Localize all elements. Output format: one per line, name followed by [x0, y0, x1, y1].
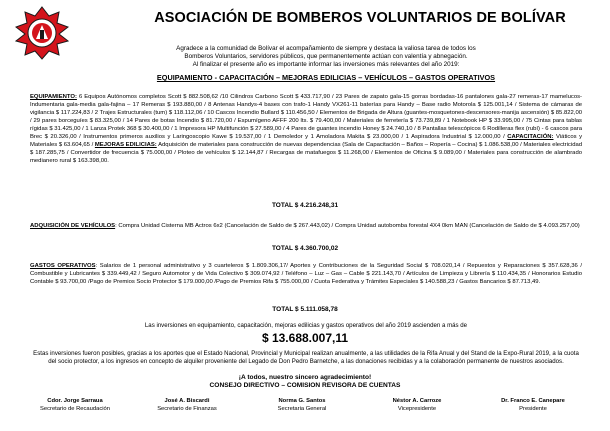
closing-paragraph: Estas inversiones fueron posibles, gracias a los aportes que el Estado Nacional, Provincial y Municipal realizan anualmente, a las utilidades de la Rifa Anual y del Stand de la Expo-Rural 2019, a la cuota del socio protector, a los ingresos en concepto de alquiler proveniente del Legado de Don Pedro Barnetche, a las donaciones recibidas y a la colaboración permanente de nuestros asociados. — [33, 350, 579, 365]
gastos-total: TOTAL $ 5.111.058,78 — [272, 306, 338, 313]
signature-block — [247, 398, 357, 413]
firefighters-emblem-logo — [15, 6, 69, 60]
signature-name: José A. Biscardi — [164, 398, 210, 404]
intro-paragraph — [76, 45, 576, 69]
capacitacion-text: Viáticos y Materiales $ 63.604,65 / — [30, 134, 583, 148]
signature-name: Cdor. Jorge Sarraua — [47, 398, 103, 404]
signature-role: Vicepresidente — [397, 405, 437, 412]
grand-total-amount: $ 13.688.007,11 — [261, 331, 349, 345]
equipamiento-total: TOTAL $ 4.216.248,31 — [271, 202, 339, 209]
signature-name: Norma G. Santos — [278, 398, 326, 404]
gastos-paragraph — [30, 262, 582, 286]
signature-block — [362, 398, 472, 413]
vehiculos-total: TOTAL $ 4.360.700,02 — [271, 245, 339, 252]
thanks-line: ¡A todos, nuestro sincero agradecimiento! — [238, 374, 372, 381]
signature-role: Presidente — [519, 405, 547, 412]
signature-name: Néstor A. Carroze — [392, 398, 442, 404]
intro-line-2: Bomberos Voluntarios, servidores públicos, que permanentemente actúan con valentía y abnegación. — [184, 53, 468, 60]
signature-role: Secretaria General — [277, 405, 327, 412]
signature-role: Secretario de Finanzas — [157, 405, 217, 412]
equipamiento-text: 6 Equipos Autónomos completos Scott $ 882.508,62 /10 Cilindros Carbono Scott $ 433.717,90 / 23 Pares de zapato gala-15 gorras bordadas-16 pantalones gala-27 remeras-17 mamelucos- Indumentaria gala-media gala-fajina – 17 Remeras $ 193.880,00 / 8 Antenas Handys-4 bases con trafo-1 Handy VX261-11 baterías para Handy – Base radio Motorola $ 125.001,14 / Sistema de cámaras de vigilancia $ 117.224,83 / 2 Trajes Estructurales (tum) $ 118.112,06 / 10 Cascos Incendio Bullard $ 110.456,50 / Elementos de Brigada de Altura (guantes-mosquetones-descensores-manija ascensión) $ 85.822,00 / 29 pares borceguíes $ 83.325,00 / 14 Pares de botas Incendio $ 81.720,00 / Espumígeno AFFF 200 lts. $ 79.400,00 / Materiales de ferretería $ 73.739,89 / 1 Notebook HP $ 33.995,00 / 75 Cintas para tablas rígidas $ 31.425,00 / 1 Lanza Protek 368 $ 30.400,00 / 1 Impresora HP Multifunción $ 27.589,00 / 4 Pares de guantes incendio Honey $ 24.740,10 / 8 Pantallas telescópicos 6 Rodilleras flex (rubí) - 6 cascos para Brec $ 20.326,00 / Instrumentos primeros auxilios y Laringoscopio Kawe $ 19.537,00 / 1 Demoledor y 1 Amoladora Makita $ 23.000,00 / 1 Aspiradora Industrial $ 12.000,00 / — [30, 94, 582, 140]
vehiculos-text: : Compra Unidad Cisterna MB Actros 6x2 (Cancelación de Saldo de $ 267.443,02) / Compra Unidad autobomba forestal 4X4 0km MAN (Cancelación de Saldo de $ 4.093.257,00) — [115, 223, 580, 229]
council-line: CONSEJO DIRECTIVO – COMISION REVISORA DE CUENTAS — [209, 382, 401, 389]
signature-role: Secretario de Recaudación — [40, 405, 110, 412]
signature-name: Dr. Franco E. Canepare — [501, 398, 565, 404]
equipamiento-paragraph — [30, 93, 582, 165]
section-subtitle: EQUIPAMIENTO - CAPACITACIÓN – MEJORAS EDILICIAS – VEHÍCULOS – GASTOS OPERATIVOS — [156, 73, 496, 82]
vehiculos-heading: ADQUISICIÓN DE VEHÍCULOS — [30, 223, 116, 229]
intro-line-3: Al finalizar el presente año es importante informar las inversiones más relevantes del año 2019: — [192, 61, 460, 68]
gastos-text: : Salarios de 1 personal administrativo y 3 cuarteleros $ 1.809.306,17/ Aportes y Contribuciones de la Seguridad Social $ 708.020,14 / Repuestos y Reparaciones $ 357.628,36 / Combustible y Lubricantes $ 339.449,42 / Seguro Automotor y de Vida Colectivo $ 309.074,92 / Teléfono – Luz – Gas – Cable $ 221.143,70 / Artículos de Limpieza y Librería $ 110.434,35 / Honorarios Estudio Contable $ 93.700,00 /Pago de Premios Socio Protector $ 179.000,00 /Pago de Premios Rifa $ 755.000,00 / Cuota Federativa y Trámites Especiales $ 140.588,23 / Gastos Bancarios $ 87.713,49. — [30, 263, 582, 285]
vehiculos-paragraph — [30, 222, 582, 230]
signature-block — [132, 398, 242, 413]
capacitacion-heading: CAPACITACIÓN: — [507, 134, 554, 140]
intro-line-1: Agradece a la comunidad de Bolívar el acompañamiento de siempre y destaca la valiosa tarea de todos los — [176, 45, 476, 52]
page-title: ASOCIACIÓN DE BOMBEROS VOLUNTARIOS DE BOLÍVAR — [154, 10, 566, 26]
equipamiento-heading: EQUIPAMIENTO: — [30, 94, 77, 100]
mejoras-text: Adquisición de materiales para construcción de nuevas dependencias (Sala de Capacitación – Baños – Ropería – Cocina) $ 1.086.538,00 / Materiales electricidad $ 187.285,75 / Convertidor de frecuencia $ 75.000,00 / Ploteo de vehículos $ 12.144,87 / Recargas de matafuegos $ 11.268,00 / Elementos de Oficina $ 9.089,00 / Materiales para construcción de alambrado medianero rural $ 163.398,00. — [30, 142, 583, 164]
signature-block — [478, 398, 588, 413]
signature-block — [20, 398, 130, 413]
gastos-heading: GASTOS OPERATIVOS — [30, 263, 96, 269]
mejoras-heading: MEJORAS EDILICIAS: — [94, 142, 157, 148]
closing-line: Las inversiones en equipamiento, capacitación, mejoras edilicias y gastos operativos del año 2019 ascienden a más de — [144, 322, 468, 329]
